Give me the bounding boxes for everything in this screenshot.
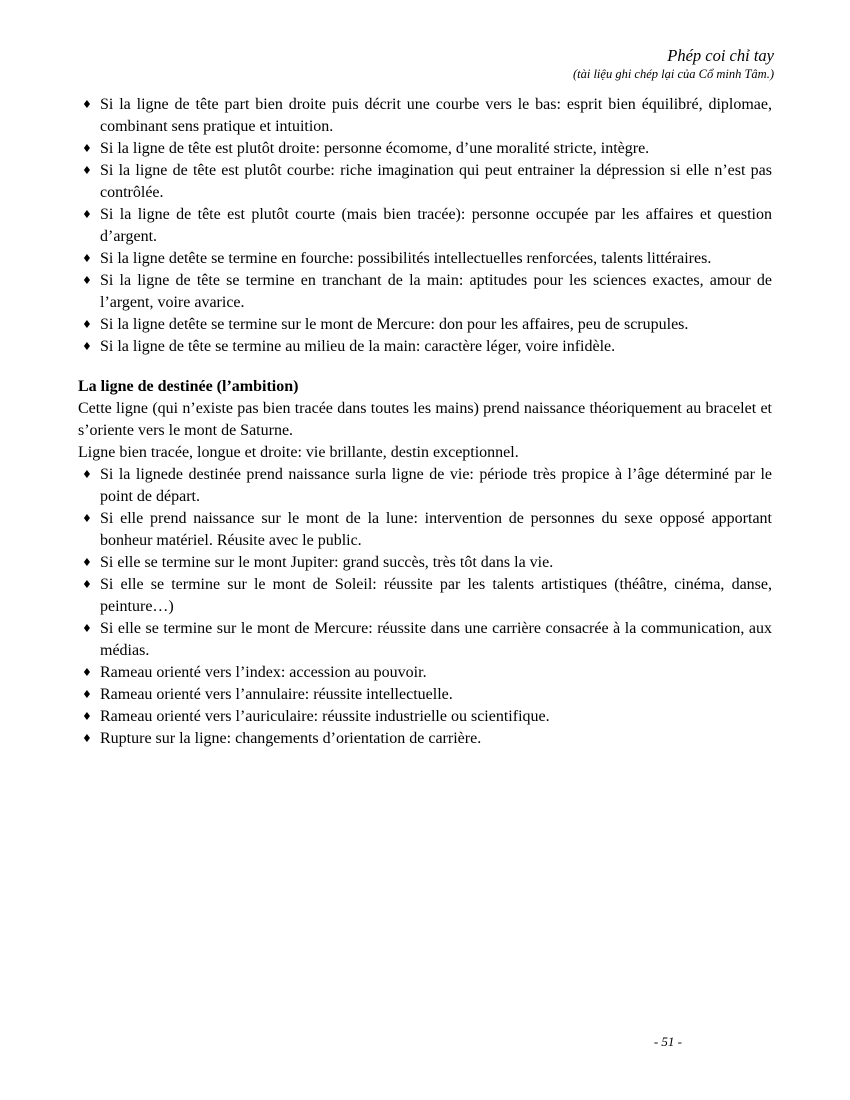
destiny-line-bullet-list [78, 464, 772, 750]
diamond-bullet-icon: ♦ [82, 688, 92, 701]
diamond-bullet-icon: ♦ [82, 578, 92, 591]
list-item-text: Rameau orienté vers l’index: accession au pouvoir. [100, 664, 427, 681]
list-item [78, 464, 772, 508]
document-title: Phép coi chỉ tay [667, 46, 774, 65]
list-item-text: Si la ligne de tête se termine au milieu de la main: caractère léger, voire infidèle. [100, 338, 616, 355]
list-item [78, 574, 772, 618]
diamond-bullet-icon: ♦ [82, 318, 92, 331]
destiny-summary-paragraph: Ligne bien tracée, longue et droite: vie brillante, destin exceptionnel. [78, 444, 519, 461]
list-item [78, 336, 772, 358]
list-item-text: Si la ligne detête se termine sur le mont de Mercure: don pour les affaires, peu de scrupules. [100, 316, 689, 333]
list-item [78, 662, 772, 684]
list-item-text: Rameau orienté vers l’annulaire: réussite intellectuelle. [100, 686, 453, 703]
list-item [78, 508, 772, 552]
diamond-bullet-icon: ♦ [82, 666, 92, 679]
list-item [78, 684, 772, 706]
list-item-text: Rupture sur la ligne: changements d’orientation de carrière. [100, 730, 482, 747]
list-item [78, 204, 772, 248]
diamond-bullet-icon: ♦ [82, 98, 92, 111]
diamond-bullet-icon: ♦ [82, 164, 92, 177]
diamond-bullet-icon: ♦ [82, 468, 92, 481]
diamond-bullet-icon: ♦ [82, 732, 92, 745]
list-item-text: Si la ligne de tête est plutôt droite: personne écomome, d’une moralité stricte, intègre. [100, 140, 650, 157]
list-item-text: Si la ligne de tête est plutôt courte (mais bien tracée): personne occupée par les affaires et question d’argent. [100, 206, 772, 245]
destiny-intro-paragraph: Cette ligne (qui n’existe pas bien tracée dans toutes les mains) prend naissance théoriquement au bracelet et s’oriente vers le mont de Saturne. [78, 400, 772, 439]
list-item-text: Si elle se termine sur le mont de Soleil: réussite par les talents artistiques (théâtre, cinéma, danse, peinture…) [100, 576, 772, 615]
list-item [78, 94, 772, 138]
diamond-bullet-icon: ♦ [82, 340, 92, 353]
diamond-bullet-icon: ♦ [82, 274, 92, 287]
diamond-bullet-icon: ♦ [82, 710, 92, 723]
list-item [78, 314, 772, 336]
list-item-text: Si la ligne detête se termine en fourche: possibilités intellectuelles renforcées, talents littéraires. [100, 250, 712, 267]
list-item [78, 160, 772, 204]
list-item-text: Si la lignede destinée prend naissance surla ligne de vie: période très propice à l’âge déterminé par le point de départ. [100, 466, 772, 505]
diamond-bullet-icon: ♦ [82, 142, 92, 155]
list-item [78, 552, 772, 574]
diamond-bullet-icon: ♦ [82, 208, 92, 221]
list-item-text: Rameau orienté vers l’auriculaire: réussite industrielle ou scientifique. [100, 708, 550, 725]
page-footer [654, 1034, 682, 1050]
list-item [78, 706, 772, 728]
list-item [78, 618, 772, 662]
list-item-text: Si la ligne de tête se termine en tranchant de la main: aptitudes pour les sciences exactes, amour de l’argent, voire avarice. [100, 272, 772, 311]
document-header [573, 46, 774, 82]
list-item-text: Si elle prend naissance sur le mont de la lune: intervention de personnes du sexe opposé apportant bonheur matériel. Réusite avec le public. [100, 510, 772, 549]
list-item [78, 728, 772, 750]
page-number: - 51 - [653, 1034, 682, 1049]
diamond-bullet-icon: ♦ [82, 622, 92, 635]
list-item-text: Si la ligne de tête est plutôt courbe: riche imagination qui peut entrainer la dépression si elle n’est pas contrôlée. [100, 162, 772, 201]
head-line-bullet-list [78, 94, 772, 358]
list-item [78, 248, 772, 270]
list-item [78, 270, 772, 314]
document-body [78, 94, 772, 750]
document-subtitle: (tài liệu ghi chép lại của Cổ minh Tâm.) [572, 67, 774, 81]
list-item-text: Si elle se termine sur le mont de Mercure: réussite dans une carrière consacrée à la communication, aux médias. [100, 620, 772, 659]
diamond-bullet-icon: ♦ [82, 512, 92, 525]
diamond-bullet-icon: ♦ [82, 252, 92, 265]
list-item-text: Si la ligne de tête part bien droite puis décrit une courbe vers le bas: esprit bien équilibré, diplomae, combinant sens pratique et intuition. [100, 96, 772, 135]
list-item-text: Si elle se termine sur le mont Jupiter: grand succès, très tôt dans la vie. [100, 554, 554, 571]
list-item [78, 138, 772, 160]
section-heading-destiny-line: La ligne de destinée (l’ambition) [78, 378, 299, 395]
diamond-bullet-icon: ♦ [82, 556, 92, 569]
